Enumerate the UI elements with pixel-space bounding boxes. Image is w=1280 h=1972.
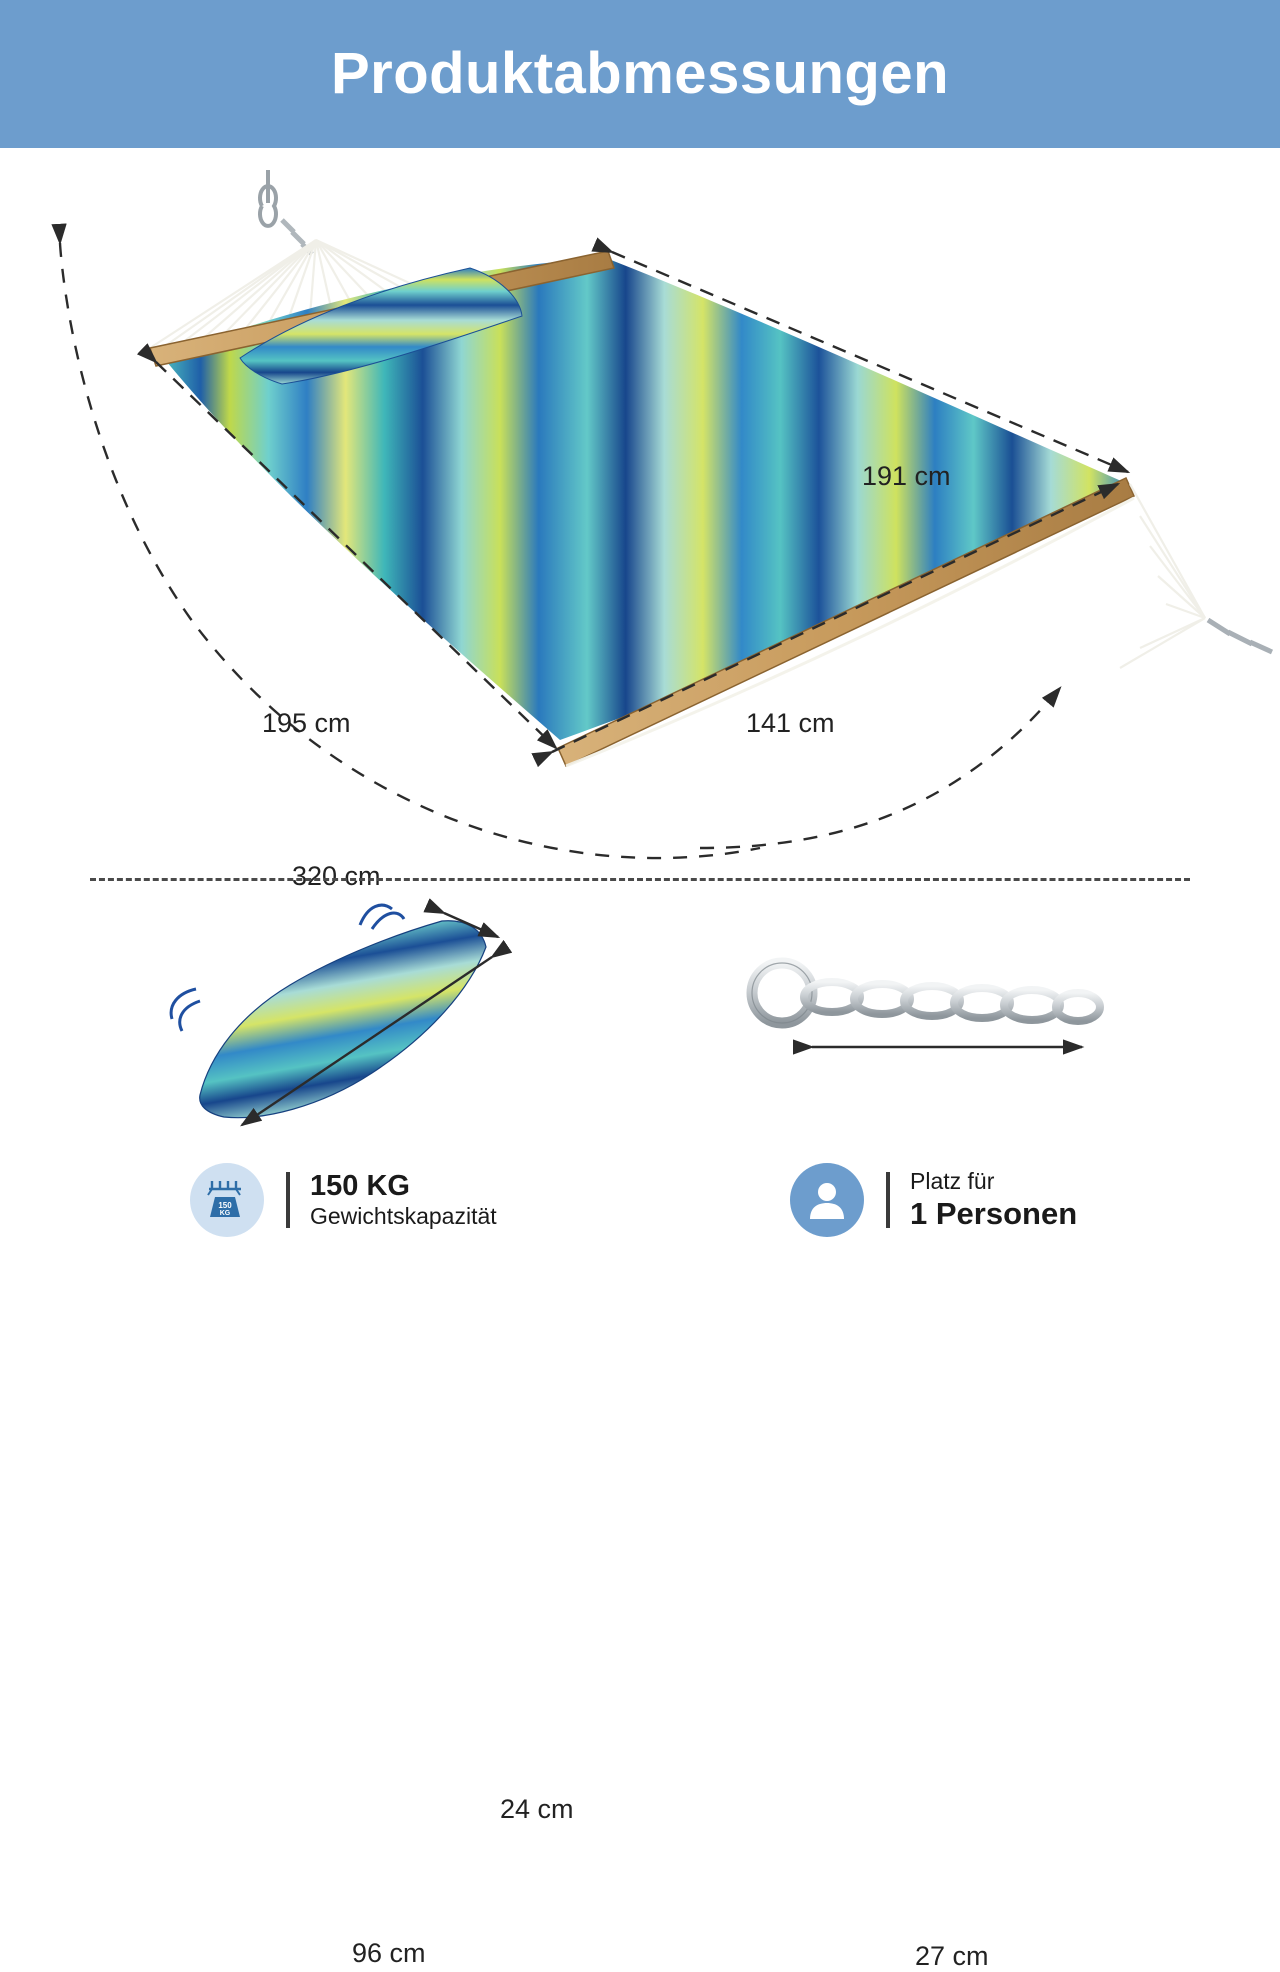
dimension-label-span: 320 cm (292, 861, 381, 891)
spec-divider-2 (886, 1172, 890, 1228)
chain-illustration (752, 963, 1100, 1023)
dimension-label-chain-length: 27 cm (915, 1941, 989, 1971)
weight-capacity-icon (190, 1163, 264, 1237)
person-value: 1 Personen (910, 1195, 1078, 1231)
header-banner (0, 0, 1280, 148)
weight-caption: Gewichtskapazität (310, 1202, 497, 1229)
spec-weight-capacity (190, 1163, 497, 1237)
right-chain (1208, 620, 1272, 652)
hanging-chain (260, 170, 312, 254)
rope-fan-right (1120, 484, 1205, 668)
weight-value: 150 KG (310, 1169, 410, 1202)
hammock-diagram-svg (0, 148, 1280, 878)
svg-text:150: 150 (218, 1201, 232, 1210)
spec-divider (286, 1172, 290, 1228)
spec-capacity-person (790, 1163, 1077, 1237)
spec-person-text (910, 1168, 1077, 1232)
spec-weight-text (310, 1170, 497, 1231)
specs-footer (0, 1155, 1280, 1262)
pillow-illustration (171, 905, 486, 1118)
dimension-label-length: 191 cm (862, 461, 951, 491)
dimension-label-side: 195 cm (262, 708, 351, 738)
weight-badge-icon (202, 1175, 252, 1225)
accessories-svg (0, 885, 1280, 1165)
person-caption: Platz für (910, 1168, 995, 1195)
hammock-illustration-area (0, 148, 1280, 891)
page-title: Produktabmessungen (330, 41, 950, 106)
person-glyph-icon (804, 1177, 850, 1223)
person-icon (790, 1163, 864, 1237)
section-divider (90, 878, 1190, 881)
svg-text:KG: KG (219, 1210, 231, 1217)
dimension-label-pillow-length: 96 cm (352, 1938, 426, 1968)
dimension-label-width: 141 cm (746, 708, 835, 738)
dimension-label-pillow-height: 24 cm (500, 1794, 574, 1824)
